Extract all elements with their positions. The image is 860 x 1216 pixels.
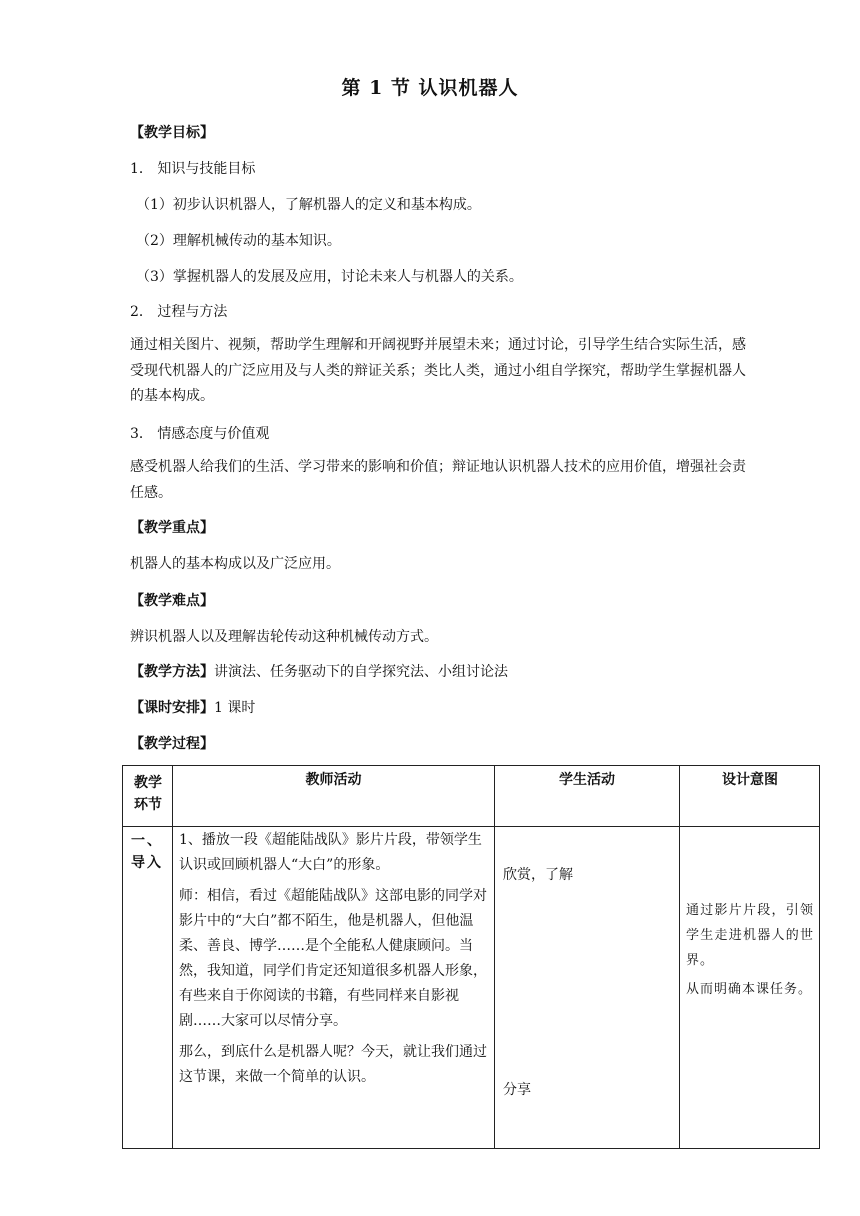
column-divider <box>494 766 495 1148</box>
header-design-intent: 设计意图 <box>722 772 778 788</box>
design-paragraph: 通过影片片段，引领学生走进机器人的世界。 <box>686 903 814 968</box>
column-divider <box>679 766 680 1148</box>
teaching-process-table <box>122 765 820 1149</box>
objective-1-item-1: （1）初步认识机器人，了解机器人的定义和基本构成。 <box>136 197 481 213</box>
schedule-text: 1 课时 <box>214 700 256 716</box>
column-divider <box>172 766 173 1148</box>
process-heading: 【教学过程】 <box>130 736 214 752</box>
objective-2-title: 2． 过程与方法 <box>130 304 228 320</box>
objective-1-item-3: （3）掌握机器人的发展及应用，讨论未来人与机器人的关系。 <box>136 269 523 285</box>
teacher-activity-cell <box>179 828 491 1096</box>
page-title: 第 1 节 认识机器人 <box>341 77 519 99</box>
header-teacher-activity: 教师活动 <box>305 772 362 788</box>
key-points-heading: 【教学重点】 <box>130 520 214 536</box>
key-points-text: 机器人的基本构成以及广泛应用。 <box>130 556 340 572</box>
student-activity-share: 分享 <box>503 1082 531 1098</box>
objective-1-title: 1． 知识与技能目标 <box>130 161 256 177</box>
design-intent-cell <box>686 898 814 1006</box>
teacher-paragraph: 师：相信，看过《超能陆战队》这部电影的同学对影片中的“大白”都不陌生，他是机器人，但他温柔、善良、博学……是个全能私人健康顾问。当然，我知道，同学们肯定还知道很多机器人形象，有些来自于你阅读的书籍，有些同样来自影视剧……大家可以尽情分享。 <box>179 888 487 1029</box>
method-text: 讲演法、任务驱动下的自学探究法、小组讨论法 <box>214 664 508 680</box>
objectives-heading: 【教学目标】 <box>130 125 214 141</box>
method-heading: 【教学方法】 <box>130 664 214 680</box>
objective-3-title: 3． 情感态度与价值观 <box>130 426 270 442</box>
header-student-activity: 学生活动 <box>559 772 615 788</box>
teacher-paragraph: 1、播放一段《超能陆战队》影片片段，带领学生认识或回顾机器人“大白”的形象。 <box>179 832 482 873</box>
difficulty-text: 辨识机器人以及理解齿轮传动这种机械传动方式。 <box>130 629 438 645</box>
schedule-heading: 【课时安排】 <box>130 700 214 716</box>
header-stage: 教学环节 <box>134 775 162 813</box>
teacher-paragraph: 那么，到底什么是机器人呢？今天，就让我们通过这节课，来做一个简单的认识。 <box>179 1044 487 1085</box>
row-stage-intro: 一、导入 <box>131 833 163 871</box>
design-paragraph: 从而明确本课任务。 <box>686 982 813 997</box>
objective-1-item-2: （2）理解机械传动的基本知识。 <box>136 233 341 249</box>
objective-2-text: 通过相关图片、视频，帮助学生理解和开阔视野并展望未来；通过讨论，引导学生结合实际生活，感受现代机器人的广泛应用及与人类的辩证关系；类比人类，通过小组自学探究，帮助学生掌握机器人的基本构成。 <box>130 337 746 404</box>
student-activity-appreciate: 欣赏，了解 <box>503 867 573 883</box>
schedule-line <box>130 697 255 717</box>
method-line <box>130 661 508 681</box>
objective-3-text: 感受机器人给我们的生活、学习带来的影响和价值；辩证地认识机器人技术的应用价值，增强社会责任感。 <box>130 459 746 501</box>
difficulty-heading: 【教学难点】 <box>130 593 214 609</box>
header-row-divider <box>123 826 819 827</box>
